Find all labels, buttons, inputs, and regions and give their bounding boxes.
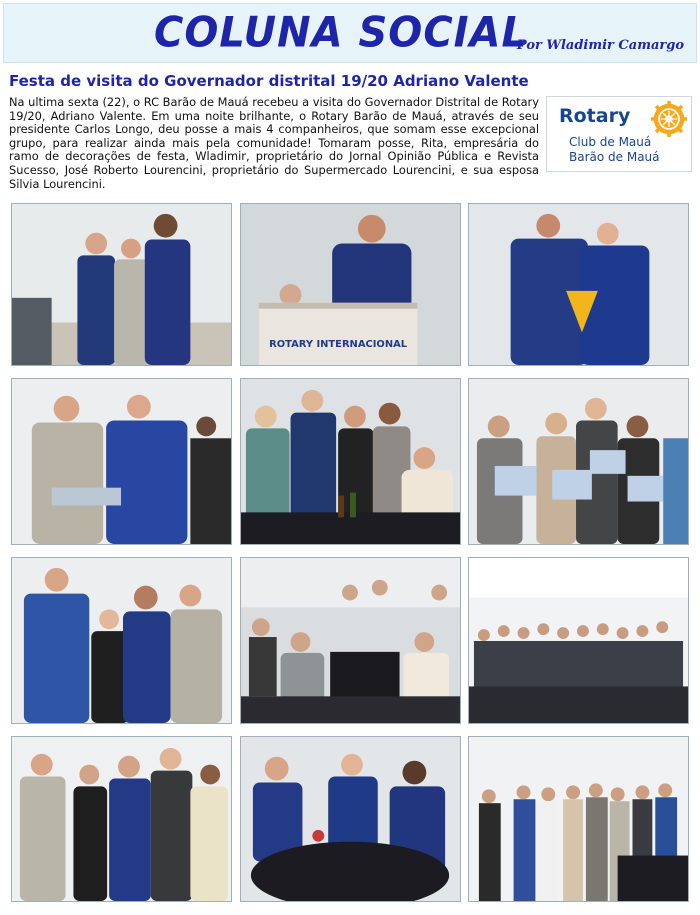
photo-handshake — [11, 378, 232, 545]
podium-text: ROTARY INTERNACIONAL — [269, 339, 408, 351]
photo-group-at-table — [240, 378, 461, 545]
photo-three-men-standing — [11, 203, 232, 366]
rotary-club-line1: Club de Mauá — [569, 135, 652, 149]
column-header — [3, 3, 697, 63]
photo-crowd-hall — [468, 557, 689, 724]
photo-certificates — [468, 378, 689, 545]
article-body: Na ultima sexta (22), o RC Barão de Mauá recebeu a visita do Governador Distrital de Rotary 19/20, Adriano Valente. Em uma noite brilhante, o Rotary Barão de Mauá, através de seu presidente Carlos Longo, deu posse a mais 4 companheiros, que somam esse excepcional grupo, para realizar ainda mais pela comunidade! Tomaram posse, Rita, empresária do ramo de decorações de festa, Wladimir, proprietário do Jornal Opinião Pública e Revista Sucesso, José Roberto Lourencini, proprietário do Supermercado Lourencini, e sua esposa Silvia Lourencini. — [9, 96, 539, 191]
photo-four-standing — [11, 557, 232, 724]
photo-five-standing — [11, 736, 232, 902]
rotary-wheel-icon — [651, 101, 687, 137]
rotary-club-line2: Barão de Mauá — [569, 150, 660, 164]
photo-table-group-small — [240, 736, 461, 902]
rotary-logo-name: Rotary — [559, 105, 631, 127]
column-author: Por Wladimir Camargo — [516, 38, 684, 53]
photo-banquet-seated — [240, 557, 461, 724]
column-title: COLUNA SOCIAL — [154, 8, 528, 58]
photo-speaker-podium — [240, 203, 461, 366]
photo-pennant-exchange — [468, 203, 689, 366]
rotary-logo — [546, 96, 692, 172]
photo-group-standing-row — [468, 736, 689, 902]
article-headline: Festa de visita do Governador distrital 19/20 Adriano Valente — [9, 72, 529, 90]
